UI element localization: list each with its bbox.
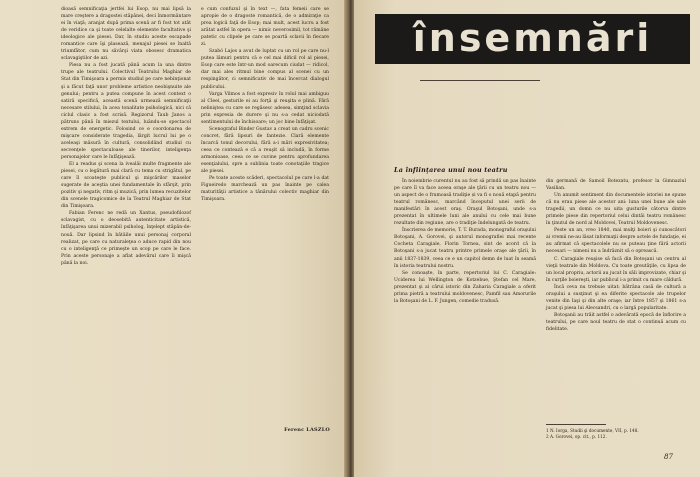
footnote: 2 A. Gorovei, op. cit., p. 112. (546, 434, 607, 440)
paragraph: Se conoaște, în parte, repertoriul lui C. Caragiale: Uciderea lui Wellington de Kotzebue, Ştefan cel Mare, prezentat şi al cărui istoric din Zaharia Caragiale a oferit prima pietră a teatrului moldovenesc, Pamfil sau Amorurile la Botoşani de L. F. Jungen, comedie tradusă. (394, 270, 536, 304)
page-number: 87 (664, 453, 673, 461)
paragraph: Scenograful Binder Gustav a creat un cadru scenic concret, fără lipsuri de fantezie. Clară elemente încarcă tonul decorului, fără a-i mări expresivitatea; ceea ce contează e că a reuşit să includă, în forme armonioase, ceea ce se cuvine pentru aprofundarea esenţialului, spre a sublinia toate conotaţiile tragice ale piesei. (201, 126, 329, 175)
paragraph: Varga Vilmos a fost expresiv în rolul mai ambiguu al Cleei, gesturile ei au forţă şi reuşita e plină. Fără neliniştea cu care se regăsesc adesea, simţind sclavia prin expresia de durere şi nu s-a cedat niciodată sentimentului de închisoare; un joc bine înfăţişat. (201, 91, 329, 125)
paragraph: Pe toate aceste scăderi, spectacolul pe care l-a dat Figueiredo marchează un pas înainte pe calea maturităţii artistice a tânărului colectiv maghiar din Timişoara. (201, 176, 329, 203)
paragraph: Szabó Lajos a avut de luptat cu un rol pe care nu-l putea lămuri pentru că e cel mai dificil rol al piesei, Esop care este într-un mod oarecum ciudat — ridicol, dar mai ales ritmul bine compus al scenei cu un respingător, ci semnificativ de mai încercat dialogul publicului. (201, 49, 329, 90)
left-column-1 (61, 6, 191, 267)
paragraph: Încă ceva nu trebuie uitat: bătrâna casă de cultură a oraşului a susţinut şi ea diferite spectacole ale trupelor venite din Iaşi şi din alte oraşe; iar între 1857 şi 1861 s-a jucat şi piesa lui Alecsandri, cu o largă popularitate. (546, 284, 686, 311)
paragraph: Piesa nu a fost jucată până acum la una dintre trupe ale teatrului. Colectivul Teatrului Maghiar de Stat din Timişoara a permis studiul pe care nebinţionat şi a făcut faţă unor probleme artistice neobişnuite ale genului; pentru a putea compune în acest context o satiră specifică, această scenă urmează semnificaţii necesare stilului, în acea tonalitate psihologică, nici că ciclul clasic a fost scrisă. Regizorul Taub Janos a pătruns până în miezul textului, luându-se spectacol extrem de energetic. Folosind ce e coordonarea de mişcare considerate tragedia, lărgit lucrul lui pe o aceleaşi măsură în cultură, consolidând studiul cu secvenţele spectaculoase ale tinerilor, inteligenţa personajelor care le înfăţişează. (61, 63, 191, 160)
article-title: La înfiinţarea unui nou teatru (394, 166, 508, 174)
left-column-2 (201, 6, 329, 203)
paragraph: dioasă semnificaţia jertfei lui Esop, nu mai lipsă la mare creştere a dragostei stăpânei, deci înmormântare ei în viaţă; aranjat după prima scenă ar fi fost tot atât de veridice ca şi toate celelalte elemente facultative şi ideologice ale piesei. Dar, în studiu aceste escapade romantice care îşi plasează, menajul piesei se înaltă triumfător, cum nu săvârşi viata obosesc dramatica sclavagiştilor de azi. (61, 7, 191, 62)
paragraph: C. Caragiale reuşise să facă din Botoşani un centru al vieţii teatrale din Moldova. Cu toate greutăţile, cu lipsa de un local propriu, actorii au jucat în săli improvizate, chiar şi în curţile boiereşti, iar publicul i-a primit cu mare căldură. (546, 256, 686, 283)
paragraph: El a readus şi scena la ivealăi multe fragmente ale piesei, cu o legătură mai clară cu tema cu strigătul, pe care îl scoateşte publicul şi mişcărilor maselor sugerate de aceştia unei fundamentale în sfârşit, prin pozitiv şi negativ, ritm şi muzică, prin lumea recuzitelor din scenele tragicomice de la Teatrul Maghiar de Stat din Timişoara. (61, 162, 192, 210)
footnote: 1 N. Iorga, Studii şi documente, VII, p. 148. (546, 428, 639, 433)
paragraph: În noiembrie curentul nu au fost să prindă un pas înainte pe care îl va face aceea oraşe ale ţării cu un teatru nou — un aspect de o frumoasă tradiţie și va fi o nouă etapă pentru teatrul românesc, marcând începutul unei serii de manifestări în acest oraş. Oraşul Botoşani, unde s-a prezentat în ultimele luni ale anului cu cele mai bune rezultate din regiune, are o tradiţie îndelungată de teatru. (394, 179, 536, 227)
right-column-1 (394, 178, 536, 305)
paragraph: din germană de Samoil Botezatu, profesor la Gimnaziul Vasilian. (546, 179, 686, 192)
paragraph: e cum confuzul şi în text —, fata femeii care se apropie de o dragoste romantică, de o admiraţie ca prea logică faţă de Esop; mai mult, acest lucru a fost arătat astfel în opera — nimic neverosimil, tot rămâne patetic cu clipele pe care se poartă sclavii în fiecare zi. (201, 7, 329, 48)
paragraph: Un anumit sentiment din documentele istoriei ne spune că nu erau piese ale acestor ani: luna unei bune ale sale tragedii, un domn ce nu uita gusturile câtorva dintre primele piese din repertoriul celui dintâi teatru românesc în ţinutul de nord al Moldovei, Teatrul Moldovenesc. (546, 193, 686, 227)
left-page (0, 0, 346, 477)
paragraph: Peste un an, vreo 1840, mai mulţi boieri şi cunoscători ai vremii ne-au lăsat informaţii despre actele de fundaţie, ei au afirmat că spectacolele nu se puteau ţine fără actorii necesari — nimeni nu a îndrăznit să o oprească. (546, 228, 686, 255)
footnotes (546, 428, 686, 440)
author-signature: Ferenc LASZLO (284, 427, 330, 433)
right-column-2 (546, 178, 686, 333)
paragraph: Fabian Ferenc ne redă un Xantus, pseudofilozof sclavagist, cu o deosebită autenticitate artistică, înfăţişarea unui mizerabil psiholog, înţelept stăpân-de-nouă. Dar lipsind în bătăile unui personaj corporal realizat, pe care cu naturaleţea o aduce rapid din nou cu o inteligenţă ce primeşte un scop pe care le face. Prin aceste personaje a aflat adevărul care îi mişcă până la noi. (61, 211, 191, 266)
paragraph: Botoşanii au trăit astfel o adevărată epocă de înflorire a teatrului, pe care noul teatru de stat o continuă acum cu fidelitate. (546, 312, 686, 332)
banner-title: însemnări (412, 16, 653, 60)
footnote-divider (546, 424, 606, 425)
divider-rule (420, 80, 540, 81)
paragraph: Înscrierea de memorie, T. T. Burada, monograful oraşului Botoşani, A. Gorovei, şi autorul monografiei mai recente Cocheta Caragiale, Florin Tornea, sint de acord că la Botoşani s-a jucat teatru printre primele oraşe ale ţării, în anii 1837-1839, ceea ce e un capitol demn de luat în seamă în istoria teatrului nostru. (394, 228, 536, 269)
section-banner (375, 14, 690, 64)
